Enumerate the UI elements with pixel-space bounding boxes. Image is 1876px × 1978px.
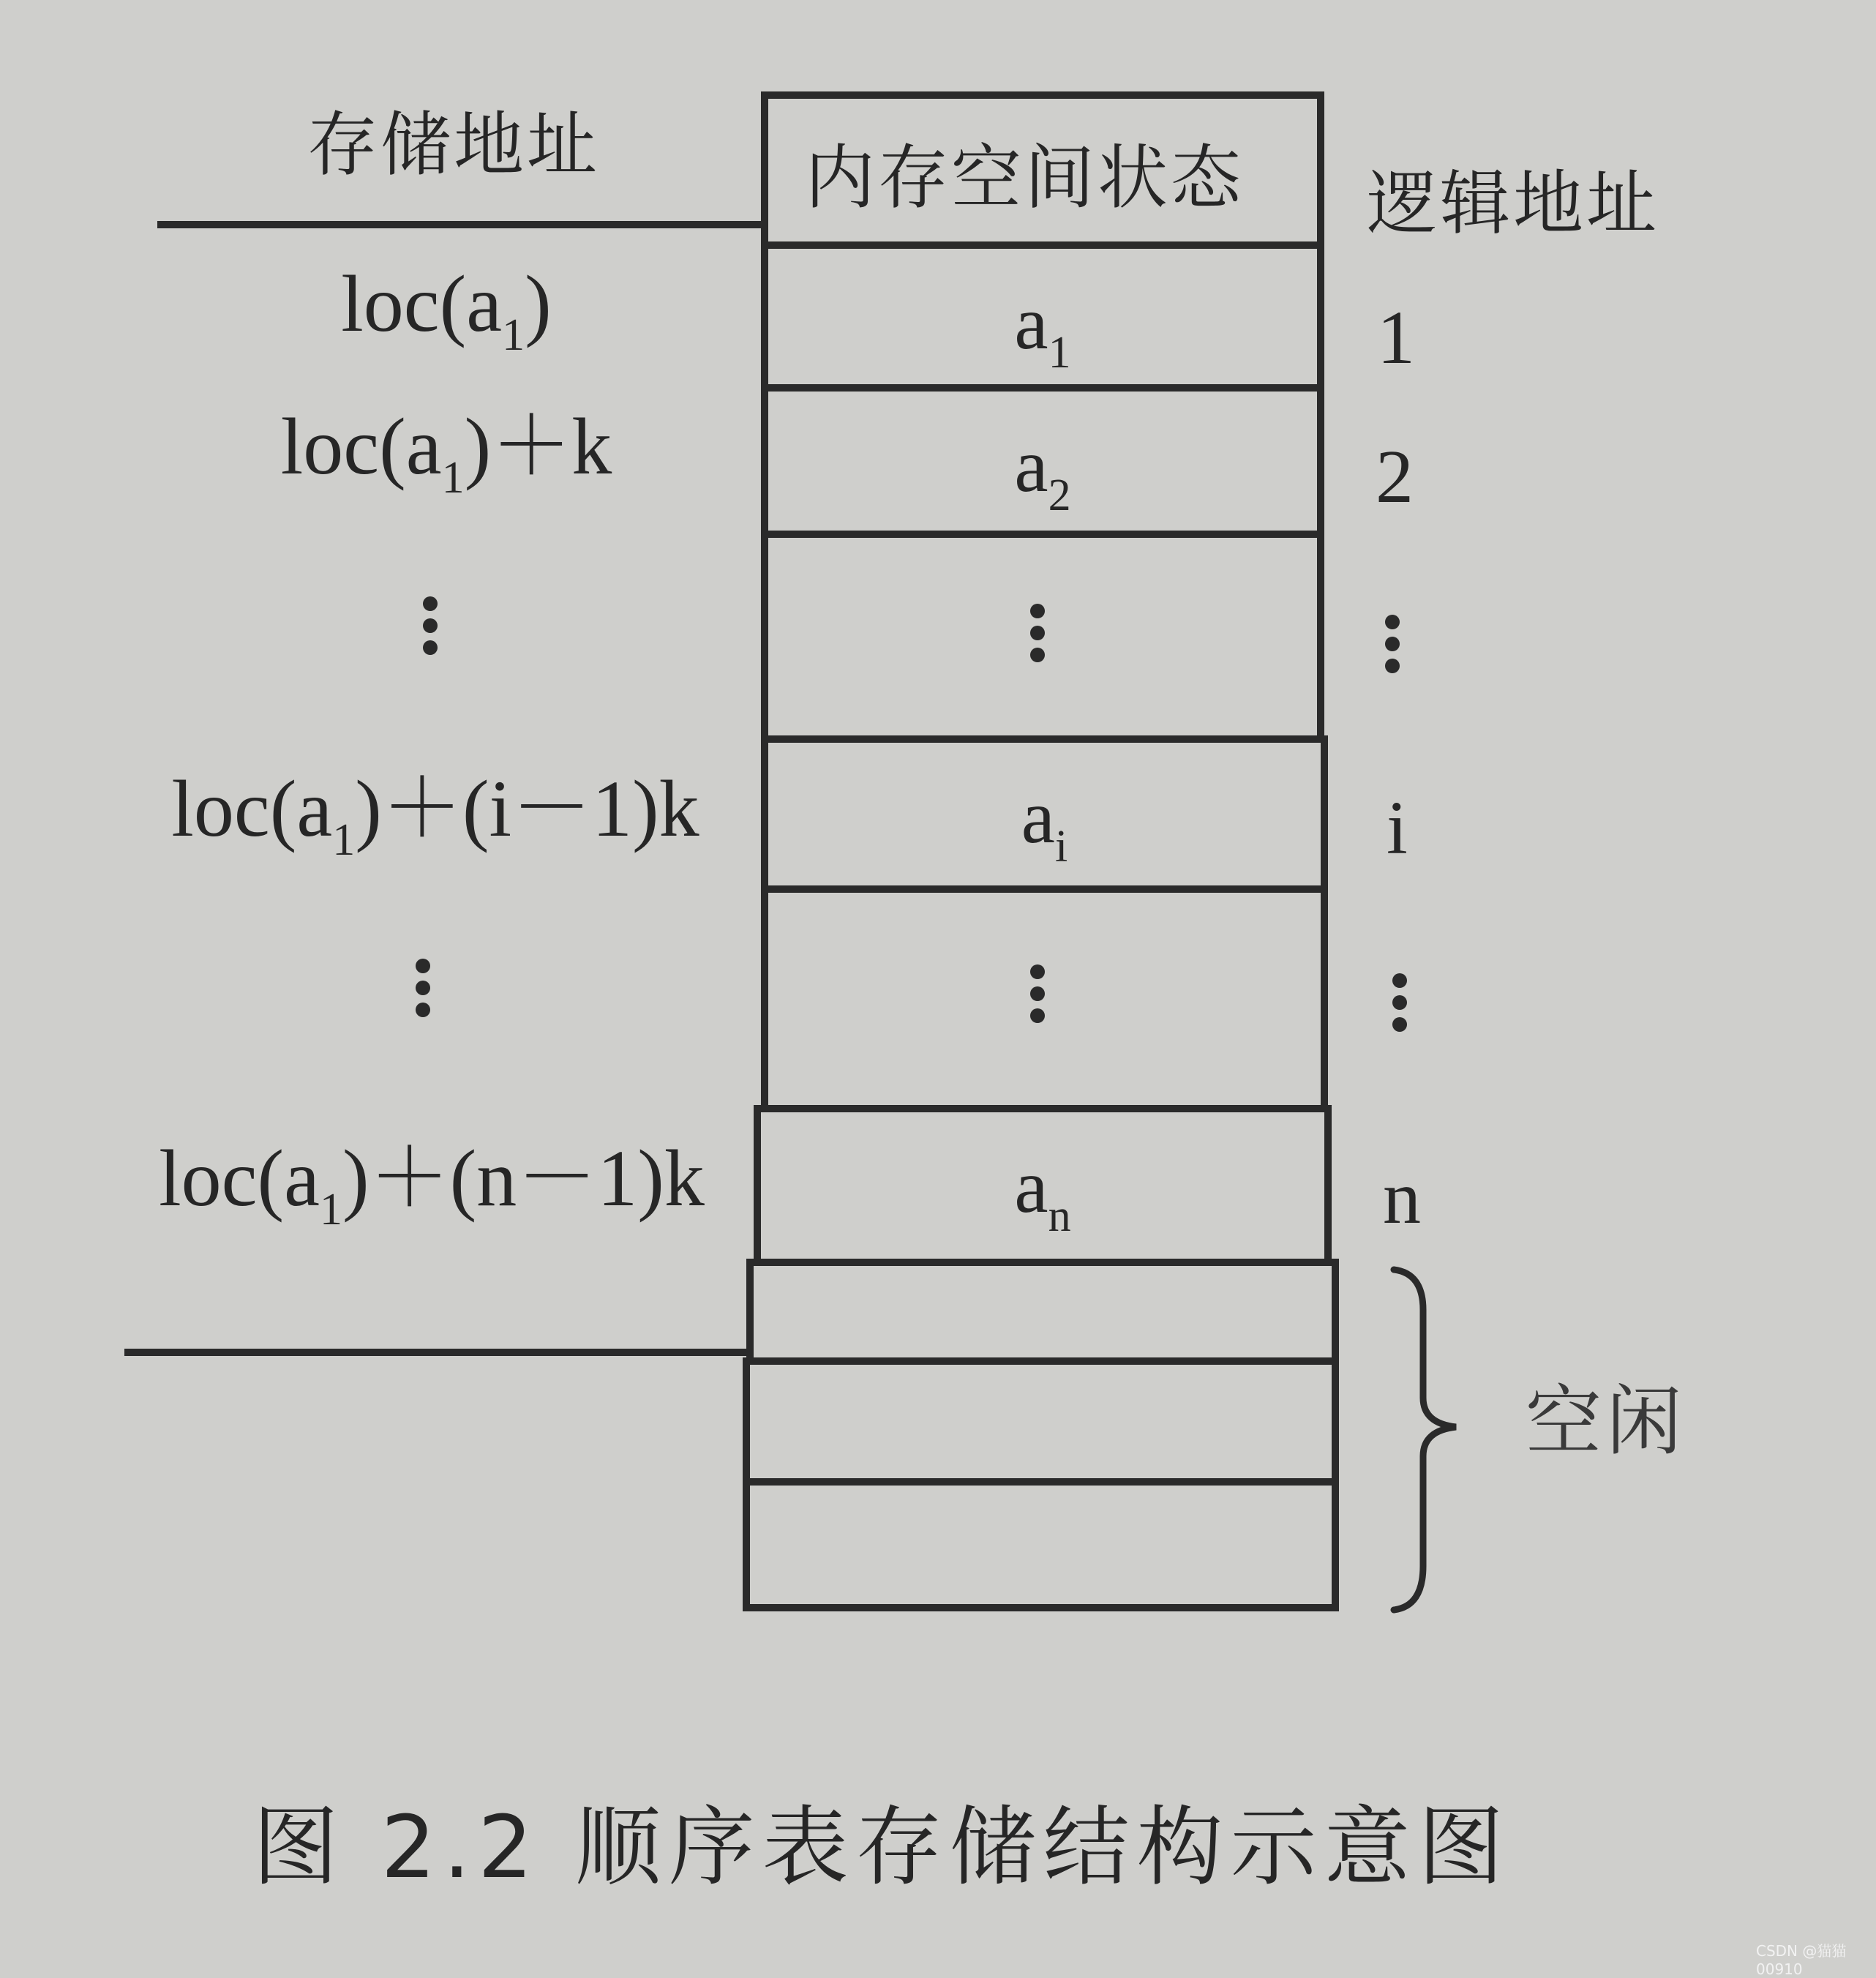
storage-address-4-rest: )＋(n－1)k <box>342 1134 705 1223</box>
logical-address-i: i <box>1387 786 1408 870</box>
free-cell-1 <box>746 1259 1339 1365</box>
storage-address-3-rest: )＋(i－1)k <box>355 764 699 853</box>
free-space-label: 空闲 <box>1526 1376 1687 1466</box>
cell-value-a2-base: a <box>1014 424 1048 508</box>
storage-address-ellipsis-1 <box>423 596 438 655</box>
watermark: CSDN @猫猫00910 <box>1756 1942 1847 1978</box>
logical-address-n: n <box>1383 1155 1421 1240</box>
storage-address-2-base: loc(a <box>280 402 442 491</box>
storage-address-1-sub: 1 <box>502 310 525 360</box>
cell-value-a1-base: a <box>1014 281 1048 365</box>
storage-address-1 <box>263 259 629 360</box>
cell-value-ai-base: a <box>1021 775 1055 859</box>
logical-address-header: 逻辑地址 <box>1367 162 1659 244</box>
figure-caption: 图 2.2 顺序表存储结构示意图 <box>252 1797 1512 1898</box>
free-cell-3 <box>743 1478 1339 1611</box>
cell-value-a1 <box>761 281 1324 378</box>
logical-address-1: 1 <box>1377 296 1415 380</box>
storage-address-header: 存储地址 <box>307 104 600 186</box>
storage-address-1-base: loc(a <box>341 259 503 348</box>
cell-value-an-base: a <box>1014 1145 1048 1229</box>
memory-header-cell <box>761 91 1324 249</box>
storage-address-ellipsis-2 <box>416 959 430 1017</box>
allocated-boundary-line <box>124 1349 750 1356</box>
header-underline <box>157 221 761 228</box>
free-cell-2 <box>743 1357 1339 1486</box>
storage-address-3-base: loc(a <box>171 764 333 853</box>
logical-address-ellipsis-2 <box>1392 973 1407 1032</box>
storage-address-1-rest: ) <box>525 259 552 348</box>
storage-address-3-sub: 1 <box>332 815 356 865</box>
cell-ellipsis-2 <box>1030 964 1045 1023</box>
cell-value-a2 <box>761 424 1324 520</box>
storage-address-4 <box>121 1134 743 1235</box>
cell-value-an <box>754 1145 1332 1241</box>
logical-address-2: 2 <box>1376 435 1414 519</box>
storage-address-2-rest: )＋k <box>464 402 612 491</box>
cell-value-an-sub: n <box>1048 1191 1071 1241</box>
storage-address-4-sub: 1 <box>319 1185 342 1235</box>
cell-ellipsis-1 <box>1030 604 1045 662</box>
storage-address-2 <box>220 402 673 503</box>
storage-address-3 <box>135 764 735 865</box>
memory-state-header: 内存空间状态 <box>805 137 1244 219</box>
cell-value-a2-sub: 2 <box>1048 471 1071 520</box>
storage-address-2-sub: 1 <box>441 453 465 503</box>
free-space-brace <box>1383 1259 1471 1625</box>
cell-value-a1-sub: 1 <box>1048 328 1071 378</box>
cell-value-ai <box>761 775 1328 872</box>
logical-address-ellipsis-1 <box>1385 615 1400 673</box>
storage-address-4-base: loc(a <box>159 1134 320 1223</box>
cell-value-ai-sub: i <box>1054 822 1068 872</box>
